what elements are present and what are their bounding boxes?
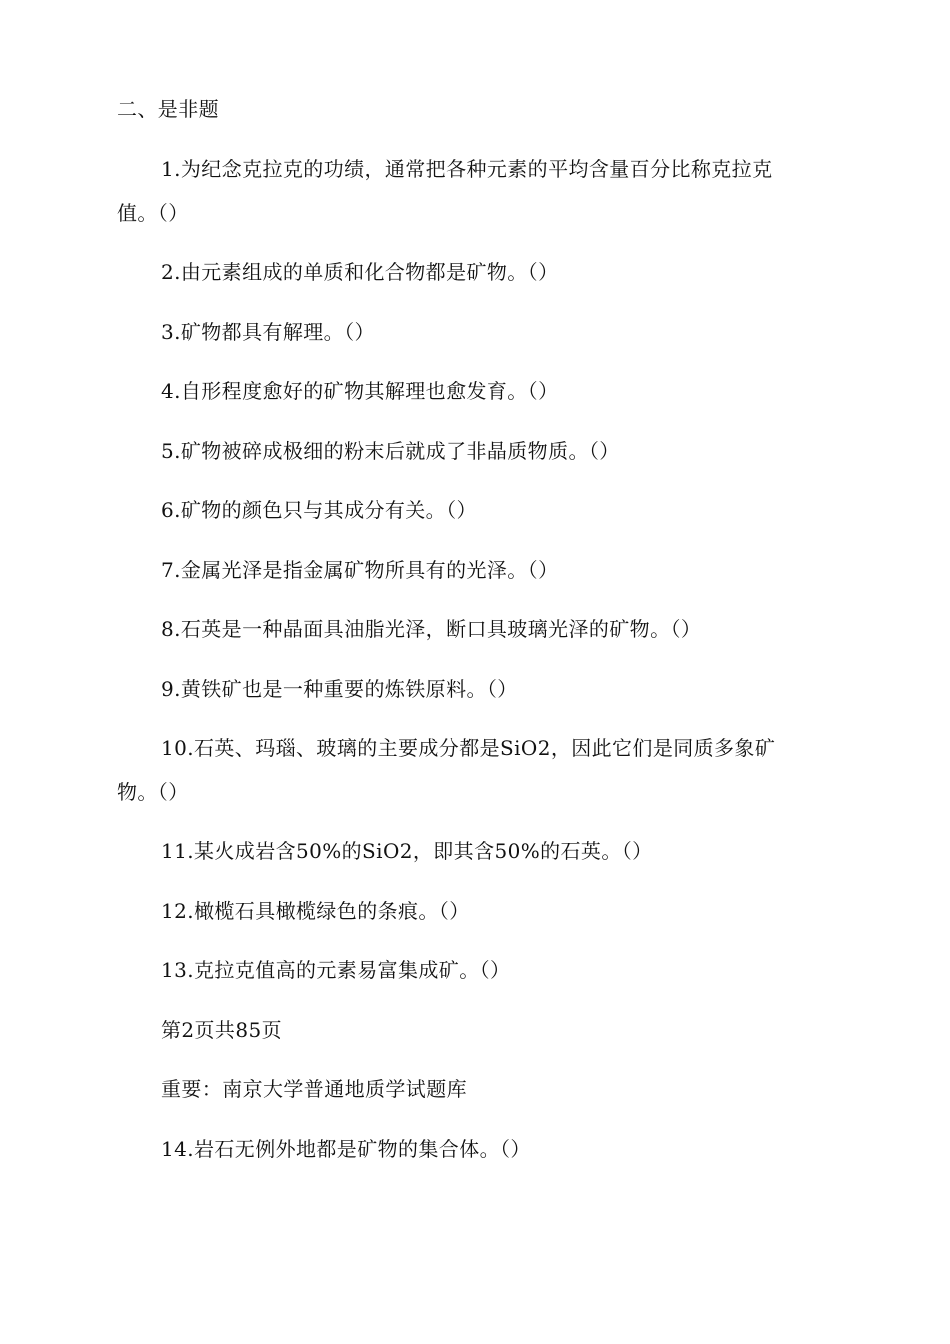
question-3: 3.矿物都具有解理。（）	[161, 320, 375, 344]
question-4: 4.自形程度愈好的矿物其解理也愈发育。（）	[161, 379, 559, 403]
page-info: 第2页共85页	[161, 1018, 282, 1042]
source-note: 重要：南京大学普通地质学试题库	[161, 1077, 467, 1101]
question-7: 7.金属光泽是指金属矿物所具有的光泽。（）	[161, 558, 559, 582]
question-2: 2.由元素组成的单质和化合物都是矿物。（）	[161, 260, 559, 284]
question-10-line-1: 10.石英、玛瑙、玻璃的主要成分都是SiO2，因此它们是同质多象矿	[161, 736, 776, 760]
question-13: 13.克拉克值高的元素易富集成矿。（）	[161, 958, 511, 982]
question-11: 11.某火成岩含50%的SiO2，即其含50%的石英。（）	[161, 839, 653, 863]
question-12: 12.橄榄石具橄榄绿色的条痕。（）	[161, 899, 470, 923]
question-1-line-1: 1.为纪念克拉克的功绩，通常把各种元素的平均含量百分比称克拉克	[161, 157, 773, 181]
question-5: 5.矿物被碎成极细的粉末后就成了非晶质物质。（）	[161, 439, 620, 463]
section-heading: 二、是非题	[117, 97, 219, 121]
question-9: 9.黄铁矿也是一种重要的炼铁原料。（）	[161, 677, 518, 701]
question-6: 6.矿物的颜色只与其成分有关。（）	[161, 498, 477, 522]
question-1-line-2: 值。（）	[117, 201, 189, 225]
question-10-line-2: 物。（）	[117, 780, 189, 804]
question-8: 8.石英是一种晶面具油脂光泽，断口具玻璃光泽的矿物。（）	[161, 617, 702, 641]
question-14: 14.岩石无例外地都是矿物的集合体。（）	[161, 1137, 531, 1161]
